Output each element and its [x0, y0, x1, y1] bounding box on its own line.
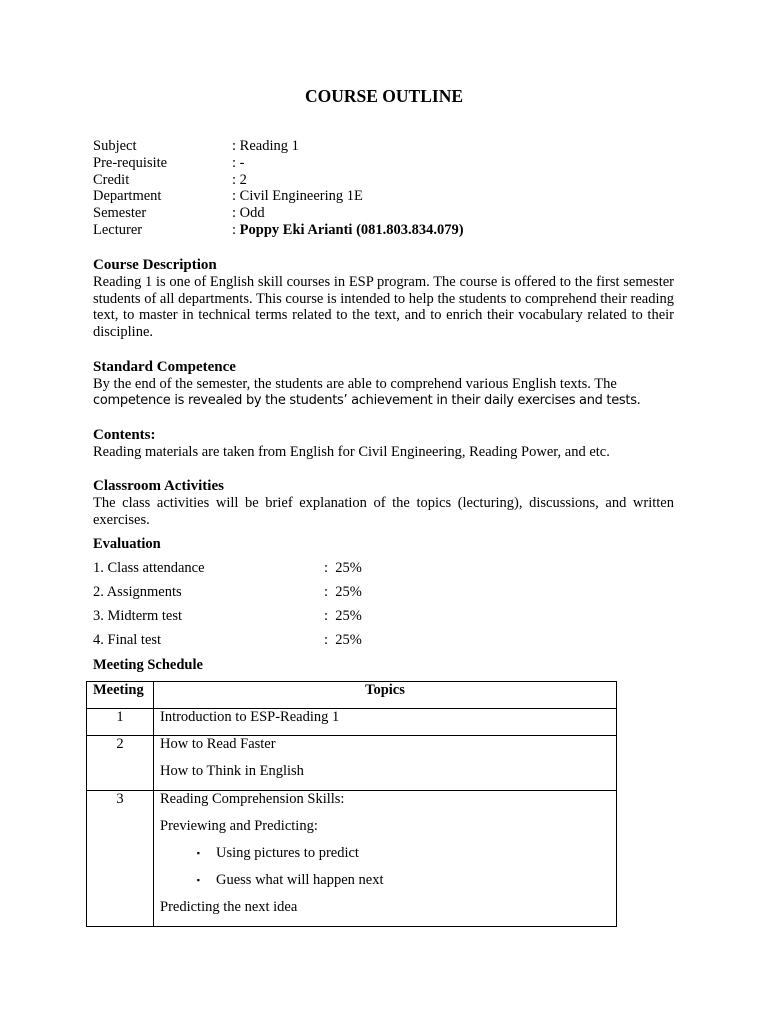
bullet-item — [160, 872, 616, 899]
square-bullet-icon: ▪ — [196, 848, 200, 858]
info-label: Subject — [93, 138, 137, 154]
contents-heading: Contents: — [93, 427, 156, 443]
topic-line: Introduction to ESP-Reading 1 — [160, 709, 340, 725]
topics-cell — [154, 791, 617, 927]
meeting-number: 2 — [87, 736, 154, 791]
meeting-schedule-heading-wrap — [93, 657, 674, 674]
evaluation-item — [93, 560, 362, 577]
topics-cell — [154, 736, 617, 791]
standard-competence-text-line2: competence is revealed by the students’ achievement in their daily exercises and tests. — [93, 392, 641, 408]
topic-line: How to Read Faster — [160, 736, 276, 752]
info-label: Department — [93, 188, 162, 205]
course-description-section — [93, 257, 674, 341]
meeting-schedule-heading: Meeting Schedule — [93, 657, 203, 673]
page-title: COURSE OUTLINE — [304, 86, 464, 106]
course-description-text: Reading 1 is one of English skill courses in ESP program. The course is offered to the first semester students of all departments. This course is intended to help the students to comprehend their reading text, to master in technical terms related to the text, and to enrich their vocabulary related to their discipline. — [93, 273, 674, 341]
info-value: : Reading 1 — [232, 138, 299, 154]
classroom-activities-text: The class activities will be brief explanation of the topics (lecturing), discussions, and written exercises. — [93, 494, 674, 528]
info-row-credit — [93, 172, 464, 189]
table-row — [87, 736, 617, 791]
topic-line: Predicting the next idea — [160, 899, 298, 915]
table-header-row — [87, 682, 617, 709]
info-row-semester — [93, 205, 464, 222]
info-value: : Civil Engineering 1E — [232, 188, 363, 205]
classroom-activities-heading: Classroom Activities — [93, 478, 224, 494]
topic-line: Reading Comprehension Skills: — [160, 791, 345, 807]
info-row-prerequisite — [93, 155, 464, 172]
standard-competence-section — [93, 359, 674, 409]
bullet-text: Using pictures to predict — [216, 845, 359, 861]
bullet-item — [160, 845, 616, 872]
evaluation-heading: Evaluation — [93, 536, 161, 552]
evaluation-label: 2. Assignments — [93, 584, 182, 600]
evaluation-value: : 25% — [324, 632, 362, 648]
topics-cell — [154, 709, 617, 736]
evaluation-item — [93, 608, 362, 625]
classroom-activities-section — [93, 478, 674, 528]
table-row — [87, 709, 617, 736]
standard-competence-text-line1: By the end of the semester, the students are able to comprehend various English texts. The — [93, 375, 617, 392]
meeting-number: 1 — [87, 709, 154, 736]
info-row-subject — [93, 138, 464, 155]
info-value: : 2 — [232, 171, 247, 188]
evaluation-label: 1. Class attendance — [93, 560, 205, 576]
evaluation-item — [93, 584, 362, 601]
topic-line: How to Think in English — [160, 763, 304, 779]
info-row-lecturer — [93, 222, 464, 239]
evaluation-item — [93, 632, 362, 649]
contents-section — [93, 427, 674, 461]
lecturer-name: Poppy Eki Arianti (081.803.834.079) — [239, 221, 464, 238]
info-value: : - — [232, 154, 245, 171]
course-info — [93, 138, 464, 239]
info-value: : Odd — [232, 205, 265, 222]
contents-text: Reading materials are taken from English for Civil Engineering, Reading Power, and etc. — [93, 443, 610, 460]
info-value-prefix: : — [232, 221, 240, 238]
info-label: Lecturer — [93, 221, 143, 238]
info-row-department — [93, 188, 464, 205]
bullet-text: Guess what will happen next — [216, 872, 384, 888]
meeting-schedule-table — [86, 681, 617, 927]
evaluation-label: 3. Midterm test — [93, 608, 183, 624]
info-label: Credit — [93, 171, 130, 188]
evaluation-label: 4. Final test — [93, 632, 162, 648]
meeting-number: 3 — [87, 791, 154, 927]
column-header-topics: Topics — [154, 682, 617, 709]
evaluation-value: : 25% — [324, 584, 362, 600]
evaluation-value: : 25% — [324, 608, 362, 624]
course-description-heading: Course Description — [93, 257, 217, 273]
topic-line: Previewing and Predicting: — [160, 818, 318, 834]
table-row — [87, 791, 617, 927]
info-label: Semester — [93, 205, 147, 222]
evaluation-heading-wrap — [93, 536, 674, 553]
evaluation-value: : 25% — [324, 560, 362, 576]
square-bullet-icon: ▪ — [196, 875, 200, 885]
info-label: Pre-requisite — [93, 154, 168, 171]
column-header-meeting: Meeting — [87, 682, 154, 709]
standard-competence-heading: Standard Competence — [93, 359, 236, 375]
